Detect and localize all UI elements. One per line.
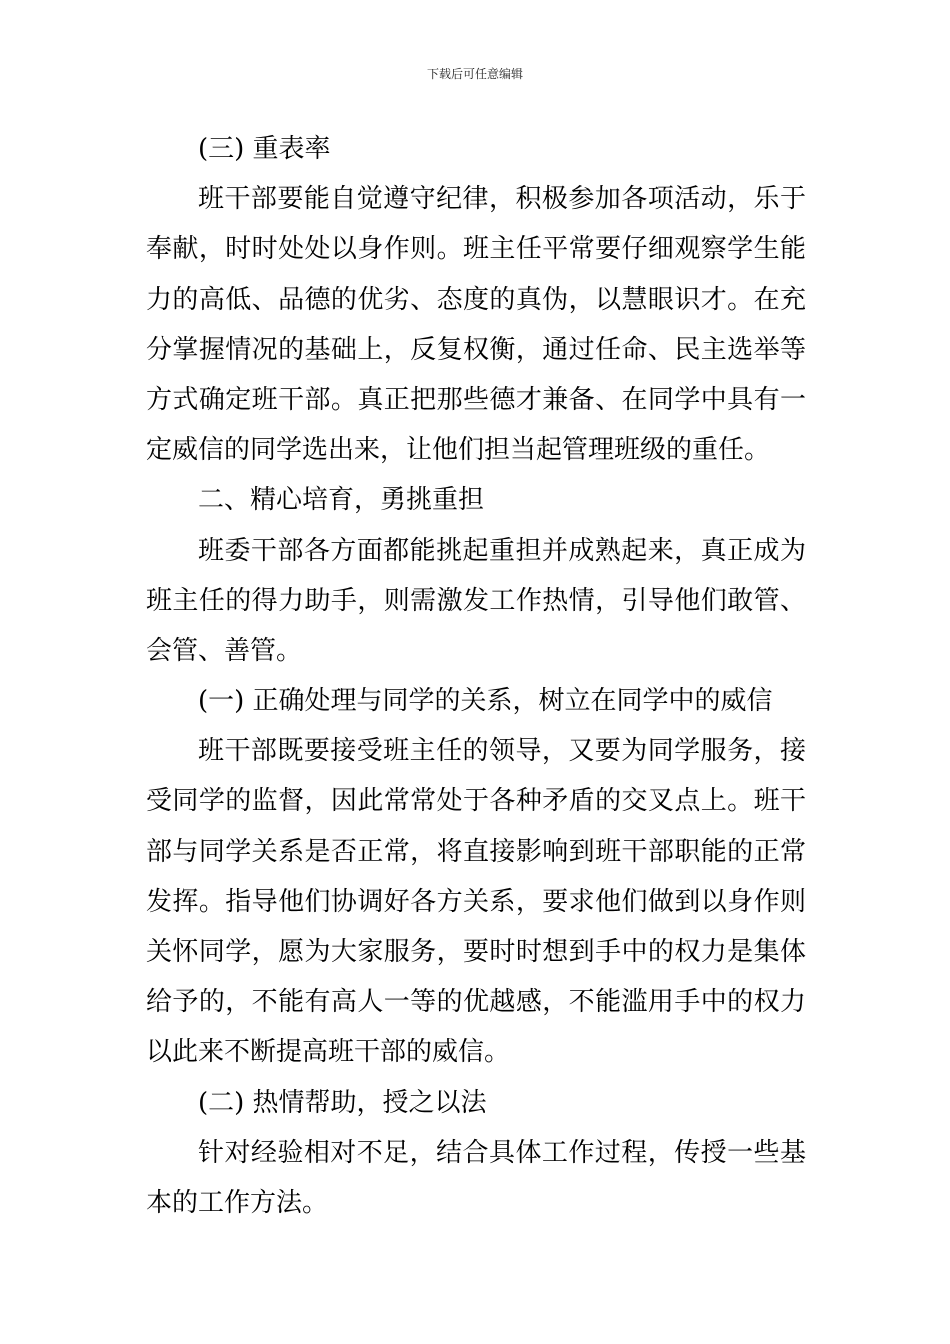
heading-line: (二) 热情帮助，授之以法 <box>198 1087 487 1118</box>
paragraph-line: 班干部既要接受班主任的领导，又要为同学服务，接 <box>198 736 806 767</box>
paragraph-line: 给予的，不能有高人一等的优越感，不能滥用手中的权力 <box>146 987 806 1018</box>
paragraph-line: 发挥。指导他们协调好各方关系，要求他们做到以身作则 <box>146 886 806 917</box>
paragraph-line: 力的高低、品德的优劣、态度的真伪，以慧眼识才。在充 <box>146 284 806 315</box>
paragraph-line: 定威信的同学选出来，让他们担当起管理班级的重任。 <box>146 435 771 466</box>
heading-line: (三) 重表率 <box>198 134 331 164</box>
paragraph-line: 班委干部各方面都能挑起重担并成熟起来，真正成为 <box>198 535 806 566</box>
paragraph-line: 以此来不断提高班干部的威信。 <box>146 1037 511 1068</box>
paragraph-line: 部与同学关系是否正常，将直接影响到班干部职能的正常 <box>146 836 806 867</box>
paragraph-line: 班主任的得力助手，则需激发工作热情，引导他们敢管、 <box>146 585 806 616</box>
paragraph-line: 本的工作方法。 <box>146 1187 329 1218</box>
heading-line: (一) 正确处理与同学的关系，树立在同学中的威信 <box>198 686 773 717</box>
document-body <box>146 124 806 1228</box>
paragraph-line: 分掌握情况的基础上，反复权衡，通过任命、民主选举等 <box>146 334 806 365</box>
paragraph-line: 奉献，时时处处以身作则。班主任平常要仔细观察学生能 <box>146 234 806 265</box>
heading-line: 二、精心培育，勇挑重担 <box>198 485 485 516</box>
paragraph-line: 受同学的监督，因此常常处于各种矛盾的交叉点上。班干 <box>146 786 806 817</box>
paragraph-line: 班干部要能自觉遵守纪律，积极参加各项活动，乐于 <box>198 184 806 215</box>
paragraph-line: 关怀同学，愿为大家服务，要时时想到手中的权力是集体 <box>146 937 806 967</box>
paragraph-line: 针对经验相对不足，结合具体工作过程，传授一些基 <box>198 1137 806 1168</box>
paragraph-line: 方式确定班干部。真正把那些德才兼备、在同学中具有一 <box>146 384 806 415</box>
page-header: 下载后可任意编辑 <box>426 67 523 81</box>
paragraph-line: 会管、善管。 <box>146 635 303 666</box>
